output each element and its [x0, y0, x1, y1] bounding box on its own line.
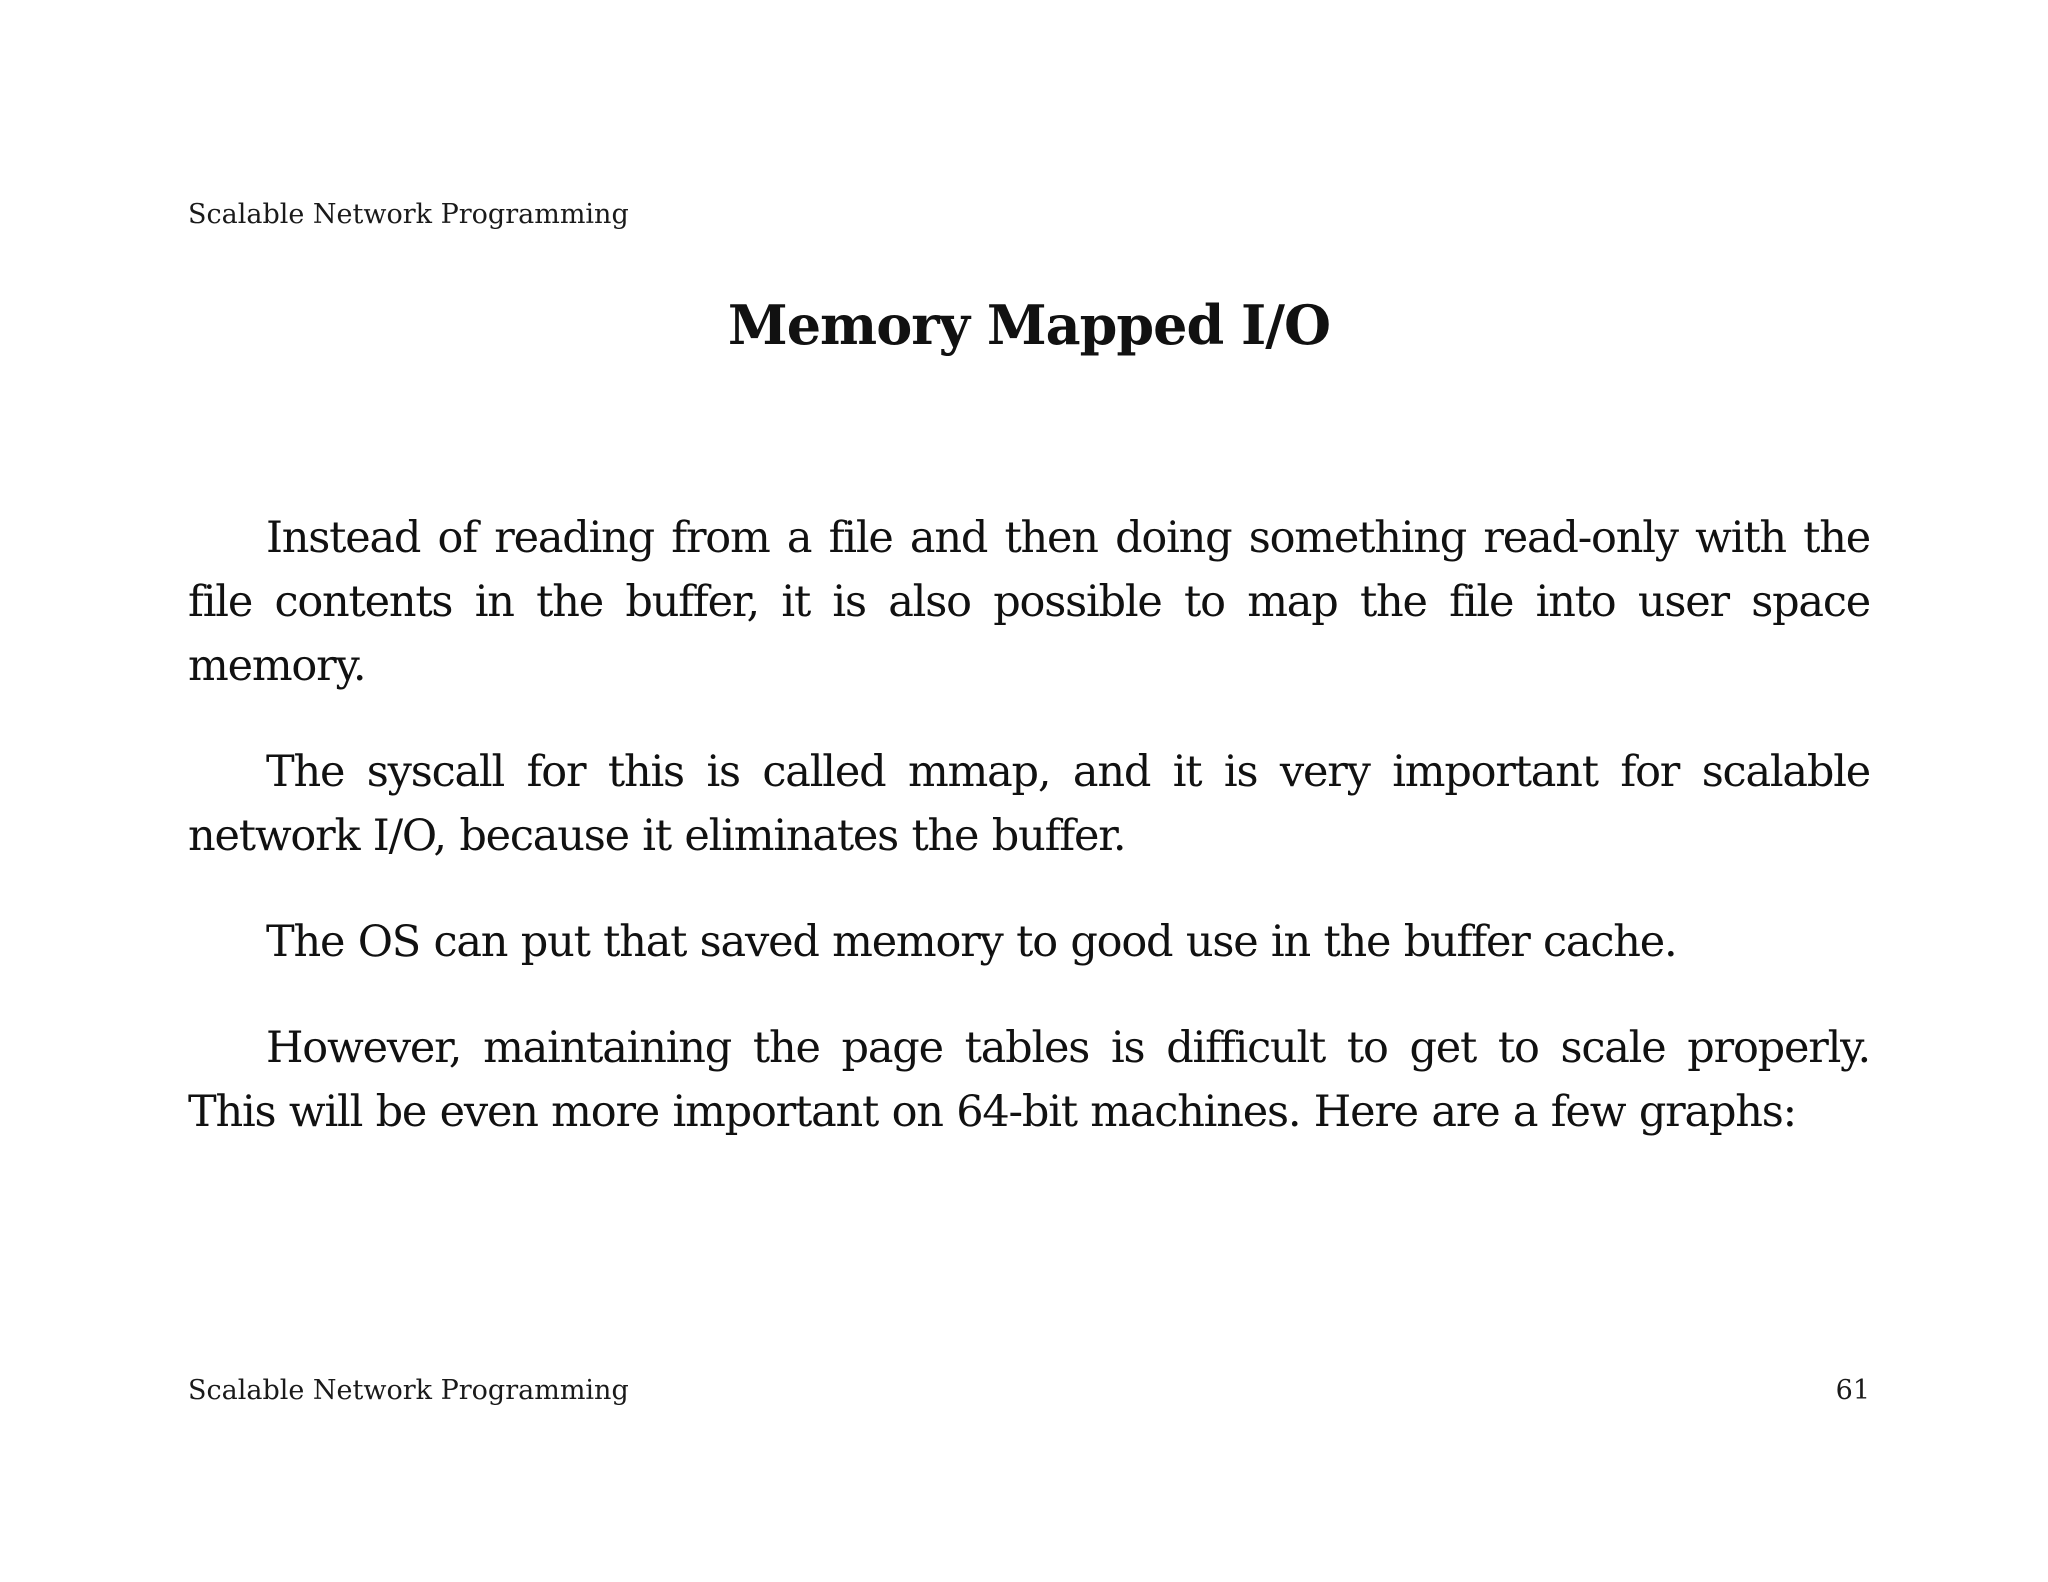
paragraph-mmap-intro: Instead of reading from a file and then doing something read-only with the file contents in the buffer, it is also possible to map the file into user space memory.: [188, 513, 1870, 691]
running-footer: Scalable Network Programming: [188, 1375, 629, 1406]
paragraph-mmap-syscall: The syscall for this is called mmap, and it is very important for scalable network I/O, because it eliminates the buffer.: [188, 747, 1870, 861]
body-text: [188, 506, 1870, 1186]
paragraph-buffer-cache: The OS can put that saved memory to good use in the buffer cache.: [266, 917, 1677, 967]
page-number: 61: [1835, 1375, 1870, 1406]
paragraph-page-tables: However, maintaining the page tables is difficult to get to scale properly. This will be even more important on 64-bit machines. Here are a few graphs:: [188, 1023, 1870, 1137]
page-title: Memory Mapped I/O: [727, 293, 1331, 358]
running-header: Scalable Network Programming: [188, 199, 629, 230]
